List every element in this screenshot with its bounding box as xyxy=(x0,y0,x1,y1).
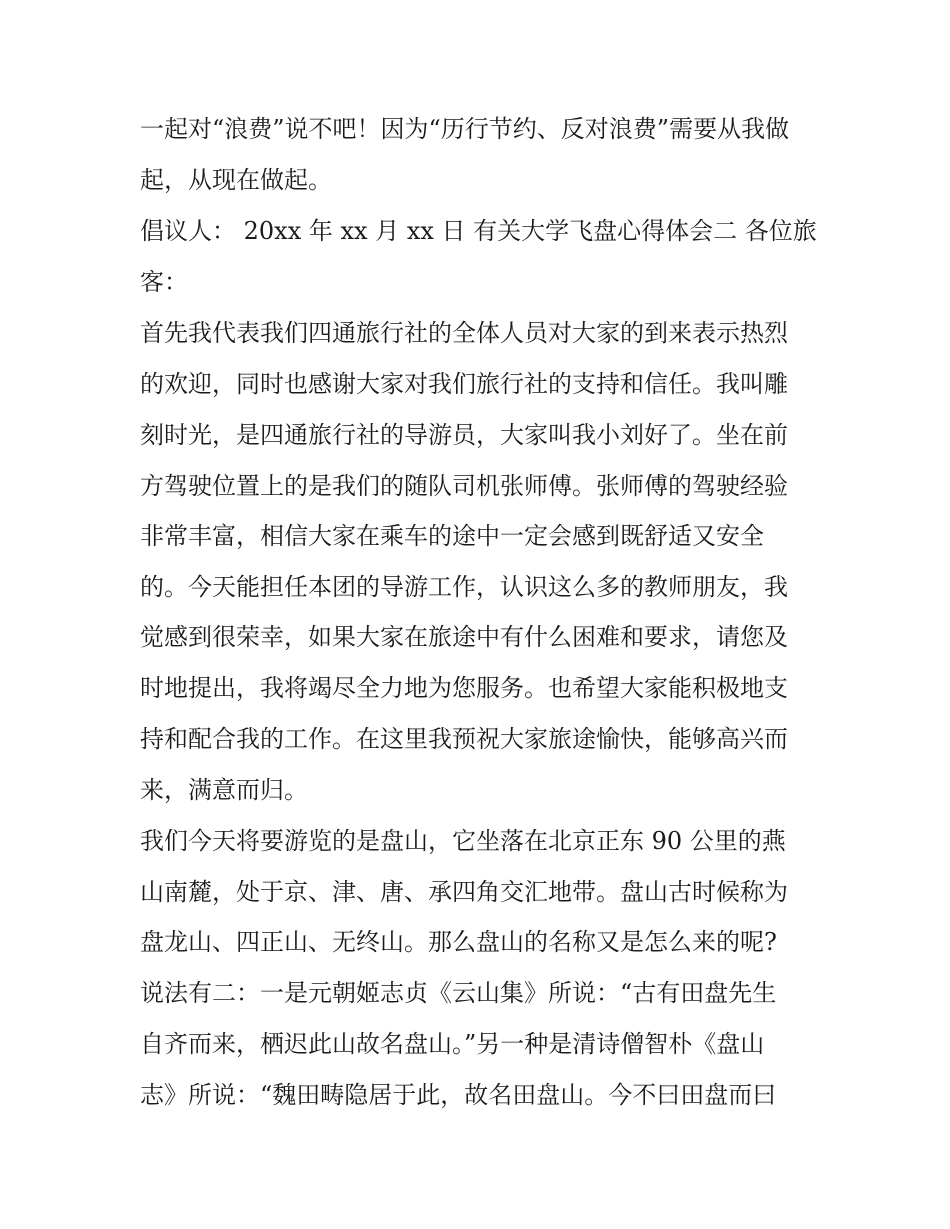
text-line-20: 志》所说：“魏田畴隐居于此，故名田盘山。今不曰田盘而曰 xyxy=(140,1081,777,1109)
text-line-16: 山南麓，处于京、津、唐、承四角交汇地带。盘山古时候称为 xyxy=(140,878,788,906)
text-line-15: 我们今天将要游览的是盘山，它坐落在北京正东 90 公里的燕 xyxy=(140,827,786,855)
text-line-14: 来，满意而归。 xyxy=(140,776,308,804)
text-line-18: 说法有二：一是元朝姬志贞《云山集》所说：“古有田盘先生 xyxy=(140,979,777,1007)
text-line-3: 倡议人： 20xx 年 xx 月 xx 日 有关大学飞盘心得体会二 各位旅 xyxy=(140,217,817,245)
text-line-6: 的欢迎，同时也感谢大家对我们旅行社的支持和信任。我叫雕 xyxy=(140,370,788,398)
text-line-8: 方驾驶位置上的是我们的随队司机张师傅。张师傅的驾驶经验 xyxy=(140,472,788,500)
text-line-17: 盘龙山、四正山、无终山。那么盘山的名称又是怎么来的呢? xyxy=(140,928,777,956)
text-line-10: 的。今天能担任本团的导游工作，认识这么多的教师朋友，我 xyxy=(140,573,788,601)
text-line-19: 自齐而来，栖迟此山故名盘山。”另一种是清诗僧智朴《盘山 xyxy=(140,1030,765,1058)
text-line-4: 客： xyxy=(140,268,188,296)
text-line-1: 一起对“浪费”说不吧！因为“历行节约、反对浪费”需要从我做 xyxy=(140,115,790,143)
text-line-2: 起，从现在做起。 xyxy=(140,166,332,194)
text-line-11: 觉感到很荣幸，如果大家在旅途中有什么困难和要求，请您及 xyxy=(140,623,788,651)
text-line-7: 刻时光，是四通旅行社的导游员，大家叫我小刘好了。坐在前 xyxy=(140,421,788,449)
text-line-9: 非常丰富，相信大家在乘车的途中一定会感到既舒适又安全 xyxy=(140,522,764,550)
text-line-13: 持和配合我的工作。在这里我预祝大家旅途愉快，能够高兴而 xyxy=(140,725,788,753)
text-line-5: 首先我代表我们四通旅行社的全体人员对大家的到来表示热烈 xyxy=(140,319,788,347)
text-line-12: 时地提出，我将竭尽全力地为您服务。也希望大家能积极地支 xyxy=(140,674,788,702)
